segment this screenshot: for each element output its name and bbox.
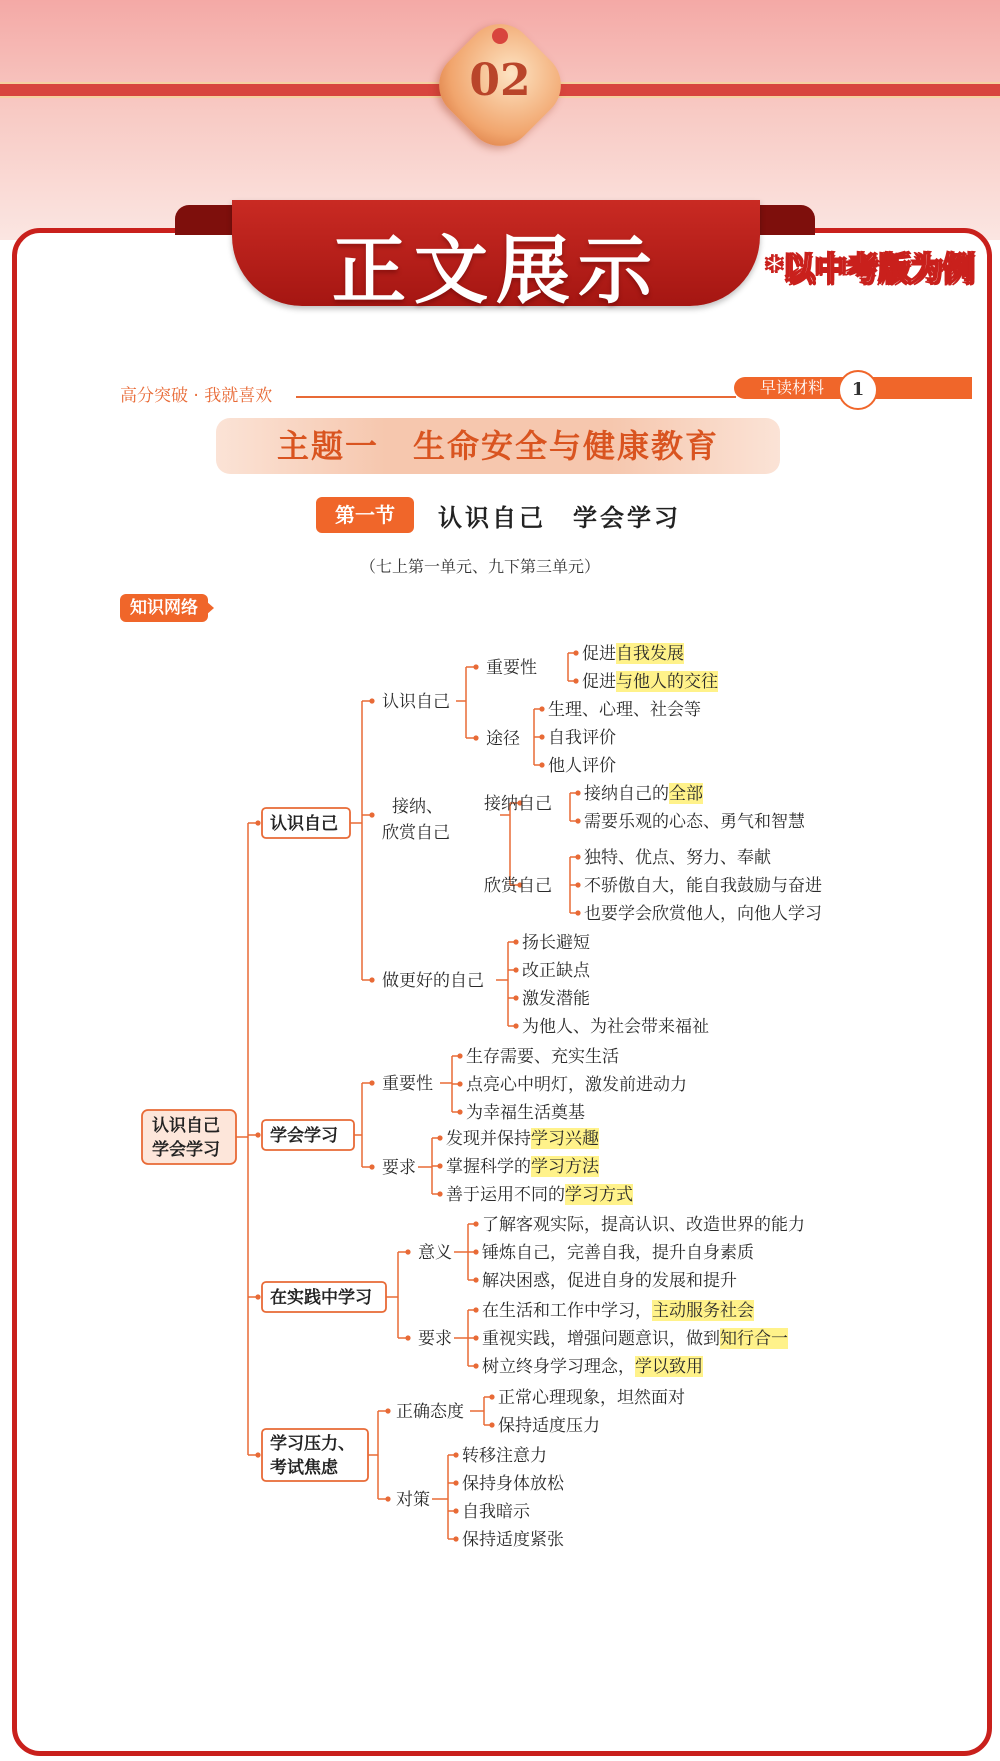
leaf-item xyxy=(482,1215,805,1235)
leaf-item xyxy=(446,1184,633,1205)
leaf-text xyxy=(462,1474,565,1494)
leaf-plain: 促进 xyxy=(582,672,616,692)
leaf-text xyxy=(522,961,591,981)
leaf-item xyxy=(582,671,718,692)
connector-dot xyxy=(369,812,374,817)
leaf-text xyxy=(462,1446,547,1466)
connector-dot xyxy=(513,995,518,1000)
leaf-text xyxy=(462,1502,531,1522)
leaf-text xyxy=(584,784,703,804)
connector-dot xyxy=(255,820,260,825)
leaf-plain: 为幸福生活奠基 xyxy=(466,1103,585,1123)
leaf-plain: 生存需要、充实生活 xyxy=(466,1047,619,1067)
leaf-text xyxy=(522,1017,709,1037)
label-arrow xyxy=(206,601,214,615)
node-correct-attitude: 正确态度 xyxy=(396,1402,464,1422)
connector-dot xyxy=(437,1135,442,1140)
connector-dot xyxy=(385,1496,390,1501)
node-accept-line1: 接纳、 xyxy=(392,797,443,817)
leaf-item xyxy=(584,876,822,896)
node-learn-importance: 重要性 xyxy=(382,1074,433,1094)
connector-dot xyxy=(513,1023,518,1028)
leaf-keyword: 与他人的交往 xyxy=(616,672,718,692)
connector-dot xyxy=(457,1109,462,1114)
connector-dot xyxy=(457,1081,462,1086)
leaf-item xyxy=(584,904,822,924)
leaf-text xyxy=(482,1243,754,1263)
leaf-plain: 改正缺点 xyxy=(522,961,590,981)
leaf-plain: 自我评价 xyxy=(548,728,616,748)
leaf-plain: 接纳自己的 xyxy=(584,784,669,804)
node-accept-self: 接纳自己 xyxy=(484,794,552,814)
leaf-plain: 在生活和工作中学习， xyxy=(482,1301,652,1321)
leaf-item xyxy=(482,1243,754,1263)
leaf-plain: 点亮心中明灯，激发前进动力 xyxy=(466,1075,687,1095)
node-better-self: 做更好的自己 xyxy=(382,971,484,991)
leaf-text xyxy=(522,932,590,953)
leaf-text xyxy=(548,728,616,748)
connector-dot xyxy=(437,1163,442,1168)
leaf-item xyxy=(462,1502,531,1522)
leaf-keyword: 学以致用 xyxy=(635,1357,703,1377)
leaf-text xyxy=(446,1185,633,1205)
connector-dot xyxy=(255,1452,260,1457)
leaf-plain: 自我暗示 xyxy=(462,1502,530,1522)
leaf-item xyxy=(482,1300,754,1321)
leaf-item xyxy=(482,1271,737,1291)
connector-dot xyxy=(489,1422,494,1427)
tag-label: 早读材料 xyxy=(760,378,825,397)
theme-title: 主题一 生命安全与健康教育 xyxy=(216,418,780,474)
leaf-item xyxy=(466,1103,585,1123)
branch-node-practice-label: 在实践中学习 xyxy=(270,1288,372,1308)
leaf-text xyxy=(482,1329,788,1349)
leaf-plain: 保持适度紧张 xyxy=(462,1530,564,1550)
leaf-keyword: 学习方法 xyxy=(531,1157,599,1177)
connector-dot xyxy=(369,698,374,703)
leaf-plain: 不骄傲自大，能自我鼓励与奋进 xyxy=(584,876,822,896)
leaf-plain: 树立终身学习理念， xyxy=(482,1357,635,1377)
leaf-plain: 正常心理现象，坦然面对 xyxy=(498,1388,685,1408)
series-label: 高分突破 · 我就喜欢 xyxy=(120,386,273,406)
node-accept-line2: 欣赏自己 xyxy=(382,823,450,843)
leaf-item xyxy=(522,932,590,953)
leaf-text xyxy=(498,1388,685,1408)
node-learn-requirement: 要求 xyxy=(382,1158,416,1178)
connector-dot xyxy=(489,1394,494,1399)
connector-dot xyxy=(473,735,478,740)
connector-dot xyxy=(473,1307,478,1312)
leaf-keyword: 全部 xyxy=(669,784,703,804)
leaf-item xyxy=(446,1128,599,1149)
leaf-keyword: 知行合一 xyxy=(720,1329,788,1349)
leaf-item xyxy=(466,1075,687,1095)
connector-dot xyxy=(453,1480,458,1485)
leaf-item xyxy=(498,1416,600,1436)
tag-number: 1 xyxy=(838,370,878,410)
leaf-plain: 也要学会欣赏他人，向他人学习 xyxy=(584,904,822,924)
leaf-text xyxy=(482,1215,805,1235)
leaf-item xyxy=(582,643,684,664)
leaf-item xyxy=(584,848,771,868)
leaf-text xyxy=(466,1075,687,1095)
leaf-item xyxy=(482,1328,788,1349)
section-subtitle: （七上第一单元、九下第三单元） xyxy=(360,557,601,576)
node-know-self: 认识自己 xyxy=(382,692,450,712)
leaf-keyword: 学习方式 xyxy=(565,1185,633,1205)
leaf-text xyxy=(466,1047,619,1067)
connector-dot xyxy=(453,1508,458,1513)
section-title: 认识自己 学会学习 xyxy=(438,504,681,532)
leaf-text xyxy=(582,672,718,692)
leaf-keyword: 学习兴趣 xyxy=(531,1129,599,1149)
banner-title: 正文展示 xyxy=(332,228,660,314)
leaf-text xyxy=(462,1530,564,1550)
leaf-item xyxy=(498,1388,685,1408)
leaf-text xyxy=(584,876,822,896)
leaf-item xyxy=(462,1530,564,1550)
leaf-text xyxy=(498,1416,600,1436)
root-label-line1: 认识自己 xyxy=(152,1116,220,1136)
connector-dot xyxy=(453,1536,458,1541)
series-divider xyxy=(296,396,736,398)
badge-dot xyxy=(492,28,508,44)
leaf-plain: 了解客观实际，提高认识、改造世界的能力 xyxy=(482,1215,805,1235)
knowledge-mindmap xyxy=(0,620,1000,1580)
connector-dot xyxy=(539,734,544,739)
connector-dot xyxy=(575,854,580,859)
node-approach: 途径 xyxy=(486,729,520,749)
leaf-item xyxy=(466,1047,619,1067)
root-label-line2: 学会学习 xyxy=(152,1140,220,1160)
connector-dot xyxy=(369,977,374,982)
node-practice-meaning: 意义 xyxy=(418,1243,452,1263)
leaf-text xyxy=(466,1103,585,1123)
leaf-text xyxy=(548,756,616,776)
connector-dot xyxy=(385,1408,390,1413)
connector-dot xyxy=(405,1335,410,1340)
branch-node-learn-label: 学会学习 xyxy=(270,1126,338,1146)
leaf-item xyxy=(584,783,703,804)
leaf-text xyxy=(522,989,590,1009)
section-tag: 第一节 xyxy=(316,497,414,533)
leaf-text xyxy=(482,1357,703,1377)
leaf-item xyxy=(522,961,591,981)
leaf-text xyxy=(584,812,805,832)
node-countermeasure: 对策 xyxy=(396,1490,430,1510)
connector-dot xyxy=(473,1221,478,1226)
leaf-item xyxy=(522,1017,709,1037)
connector-dot xyxy=(255,1294,260,1299)
leaf-text xyxy=(446,1129,599,1149)
leaf-plain: 善于运用不同的 xyxy=(446,1185,565,1205)
edition-note: *以中考版为例 xyxy=(766,250,975,288)
leaf-item xyxy=(548,700,701,720)
knowledge-network-label: 知识网络 xyxy=(120,594,208,622)
leaf-plain: 独特、优点、努力、奉献 xyxy=(584,848,771,868)
leaf-plain: 扬长避短 xyxy=(522,933,590,953)
leaf-plain: 保持身体放松 xyxy=(462,1474,564,1494)
connector-dot xyxy=(255,1132,260,1137)
leaf-item xyxy=(584,812,805,832)
connector-dot xyxy=(369,1164,374,1169)
connector-dot xyxy=(513,967,518,972)
leaf-item xyxy=(548,728,616,748)
leaf-keyword: 主动服务社会 xyxy=(652,1301,754,1321)
branch-node-pressure-label: 考试焦虑 xyxy=(270,1458,338,1478)
connector-dot xyxy=(369,1080,374,1085)
leaf-item xyxy=(462,1446,547,1466)
connector-dot xyxy=(405,1249,410,1254)
node-importance: 重要性 xyxy=(486,658,537,678)
leaf-plain: 生理、心理、社会等 xyxy=(548,700,701,720)
leaf-plain: 保持适度压力 xyxy=(498,1416,600,1436)
node-practice-requirement: 要求 xyxy=(418,1329,452,1349)
leaf-text xyxy=(482,1271,737,1291)
leaf-plain: 发现并保持 xyxy=(446,1129,531,1149)
connector-dot xyxy=(575,910,580,915)
leaf-plain: 重视实践，增强问题意识，做到 xyxy=(482,1329,720,1349)
connector-dot xyxy=(473,664,478,669)
connector-dot xyxy=(457,1053,462,1058)
connector-dot xyxy=(473,1277,478,1282)
leaf-item xyxy=(462,1474,565,1494)
connector-dot xyxy=(473,1363,478,1368)
connector-dot xyxy=(573,650,578,655)
leaf-text xyxy=(582,644,684,664)
leaf-plain: 促进 xyxy=(582,644,616,664)
leaf-plain: 锤炼自己，完善自我，提升自身素质 xyxy=(482,1243,754,1263)
connector-dot xyxy=(539,706,544,711)
leaf-item xyxy=(482,1356,703,1377)
leaf-item xyxy=(446,1156,600,1177)
connector-dot xyxy=(513,939,518,944)
node-appreciate-self: 欣赏自己 xyxy=(484,876,552,896)
connector-dot xyxy=(575,818,580,823)
connector-dot xyxy=(473,1335,478,1340)
connector-dot xyxy=(473,1249,478,1254)
leaf-plain: 转移注意力 xyxy=(462,1446,547,1466)
leaf-item xyxy=(522,989,590,1009)
leaf-text xyxy=(446,1156,600,1177)
connector-dot xyxy=(453,1452,458,1457)
leaf-plain: 为他人、为社会带来福祉 xyxy=(522,1017,709,1037)
leaf-text xyxy=(482,1301,754,1321)
leaf-text xyxy=(584,848,771,868)
leaf-plain: 解决困惑，促进自身的发展和提升 xyxy=(482,1271,737,1291)
leaf-text xyxy=(548,700,701,720)
branch-node-self-label: 认识自己 xyxy=(270,814,338,834)
connector-dot xyxy=(575,882,580,887)
leaf-plain: 需要乐观的心态、勇气和智慧 xyxy=(584,812,805,832)
leaf-item xyxy=(548,756,616,776)
leaf-plain: 掌握科学的 xyxy=(446,1157,531,1177)
branch-node-pressure-label: 学习压力、 xyxy=(270,1434,355,1454)
connector-dot xyxy=(539,762,544,767)
connector-dot xyxy=(437,1191,442,1196)
leaf-plain: 激发潜能 xyxy=(522,989,590,1009)
leaf-text xyxy=(584,904,822,924)
connector-dot xyxy=(573,678,578,683)
leaf-plain: 他人评价 xyxy=(548,756,616,776)
leaf-keyword: 自我发展 xyxy=(616,644,684,664)
badge-number: 02 xyxy=(469,55,531,106)
connector-dot xyxy=(575,790,580,795)
